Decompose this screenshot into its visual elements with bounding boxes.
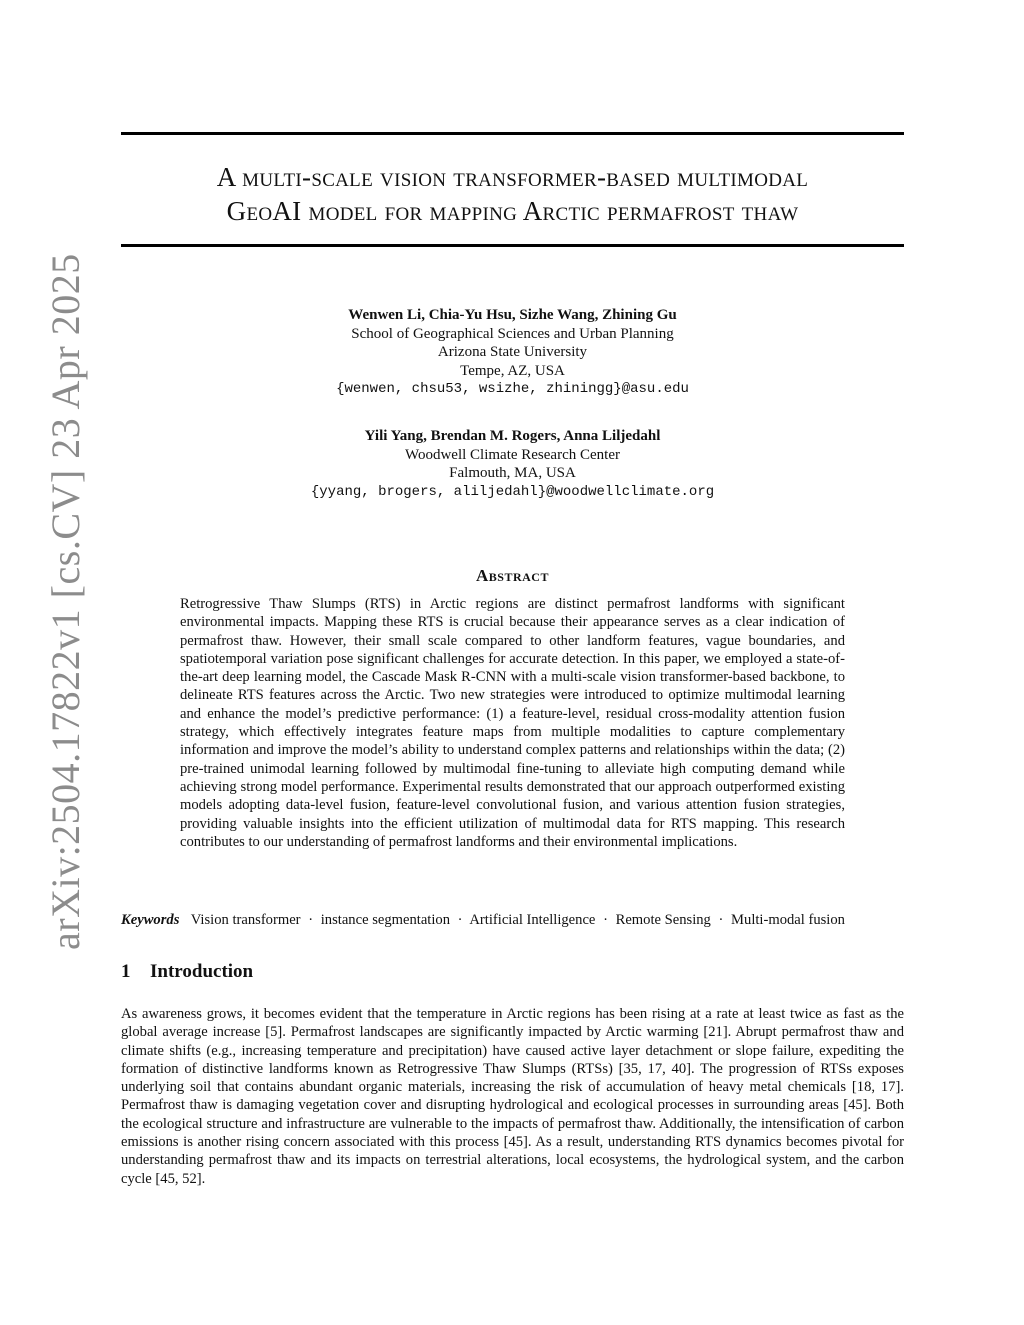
title-rule-bottom	[121, 244, 904, 247]
keyword-separator: ·	[718, 912, 724, 928]
paper-title-line1: A multi-scale vision transformer-based multimodal	[216, 162, 809, 192]
author-block-asu	[121, 306, 904, 399]
author-email: {wenwen, chsu53, wsizhe, zhiningg}@asu.edu	[336, 381, 689, 397]
author-affiliation: School of Geographical Sciences and Urban Planning	[351, 325, 674, 342]
author-block-woodwell	[121, 427, 904, 501]
paper-title-line2: GeoAI model for mapping Arctic permafrost thaw	[226, 196, 799, 226]
keywords-line	[121, 911, 911, 929]
section-title: Introduction	[150, 961, 254, 982]
keyword-separator: ·	[457, 912, 463, 928]
keyword-separator: ·	[308, 912, 314, 928]
author-email: {yyang, brogers, aliljedahl}@woodwellclimate.org	[310, 483, 715, 500]
title-rule-top	[121, 132, 904, 135]
keyword-item: Artificial Intelligence	[469, 912, 596, 928]
author-names: Wenwen Li, Chia-Yu Hsu, Sizhe Wang, Zhining Gu	[348, 307, 677, 323]
keyword-item: Multi-modal fusion	[731, 912, 845, 928]
author-names: Yili Yang, Brendan M. Rogers, Anna Liljedahl	[364, 428, 661, 444]
introduction-body: As awareness grows, it becomes evident that the temperature in Arctic regions has been rising at a rate at least twice as fast as the global average increase [5]. Permafrost landscapes are significantly impacted by Arctic warming [21]. Abrupt permafrost thaw and climate shifts (e.g., increasing temperature and precipitation) have caused active layer detachment or slope failure, expediting the formation of distinctive landforms known as Retrogressive Thaw Slumps (RTSs) [35, 17, 40]. The progression of RTSs exposes underlying soil that contains abundant organic materials, increasing the risk of accumulation of heavy metal chemicals [18, 17]. Permafrost thaw is damaging vegetation cover and disrupting hydrological and ecological processes in surrounding areas [45]. Both the ecological structure and infrastructure are vulnerable to the impacts of permafrost thaw. Additionally, the intensification of carbon emissions is another rising concern associated with this process [45]. As a result, understanding RTS dynamics becomes pivotal for understanding permafrost thaw and its impacts on terrestrial alterations, local ecosystems, the hydrological system, and the carbon cycle [45, 52].	[121, 1006, 904, 1187]
section-number: 1	[121, 961, 131, 982]
arxiv-identifier: arXiv:2504.17822v1 [cs.CV] 23 Apr 2025	[43, 253, 88, 950]
keyword-item: Remote Sensing	[615, 912, 711, 928]
abstract-body: Retrogressive Thaw Slumps (RTS) in Arctic regions are distinct permafrost landforms with significant environmental impacts. Mapping these RTS is crucial because their appearance serves as a clear indication of permafrost thaw. However, their small scale compared to other landform features, vague boundaries, and spatiotemporal variation pose significant challenges for accurate detection. In this paper, we employed a state-of-the-art deep learning model, the Cascade Mask R-CNN with a multi-scale vision transformer-based backbone, to delineate RTS features across the Arctic. Two new strategies were introduced to optimize multimodal learning and enhance the model’s predictive performance: (1) a feature-level, residual cross-modality attention fusion strategy, which effectively integrates feature maps from multiple modalities to capture complementary information and improve the model’s ability to understand complex patterns and relationships within the data; (2) pre-trained unimodal learning followed by multimodal fine-tuning to alleviate high computing demand while achieving strong model performance. Experimental results demonstrated that our approach outperformed existing models adopting data-level fusion, feature-level convolutional fusion, and various attention fusion strategies, providing valuable insights into the efficient utilization of multimodal data for RTS mapping. This research contributes to our understanding of permafrost landforms and their environmental implications.	[180, 596, 845, 850]
abstract-heading: Abstract	[476, 566, 549, 585]
keyword-item: instance segmentation	[320, 912, 451, 928]
author-location: Falmouth, MA, USA	[449, 465, 576, 481]
author-affiliation: Woodwell Climate Research Center	[405, 446, 620, 463]
section-heading-introduction	[121, 961, 253, 983]
keyword-item: Vision transformer	[190, 912, 301, 928]
keywords-label: Keywords	[121, 912, 180, 928]
author-location: Tempe, AZ, USA	[460, 362, 565, 379]
paper-title	[121, 160, 904, 228]
author-institution: Arizona State University	[437, 344, 588, 360]
keyword-separator: ·	[603, 912, 608, 928]
